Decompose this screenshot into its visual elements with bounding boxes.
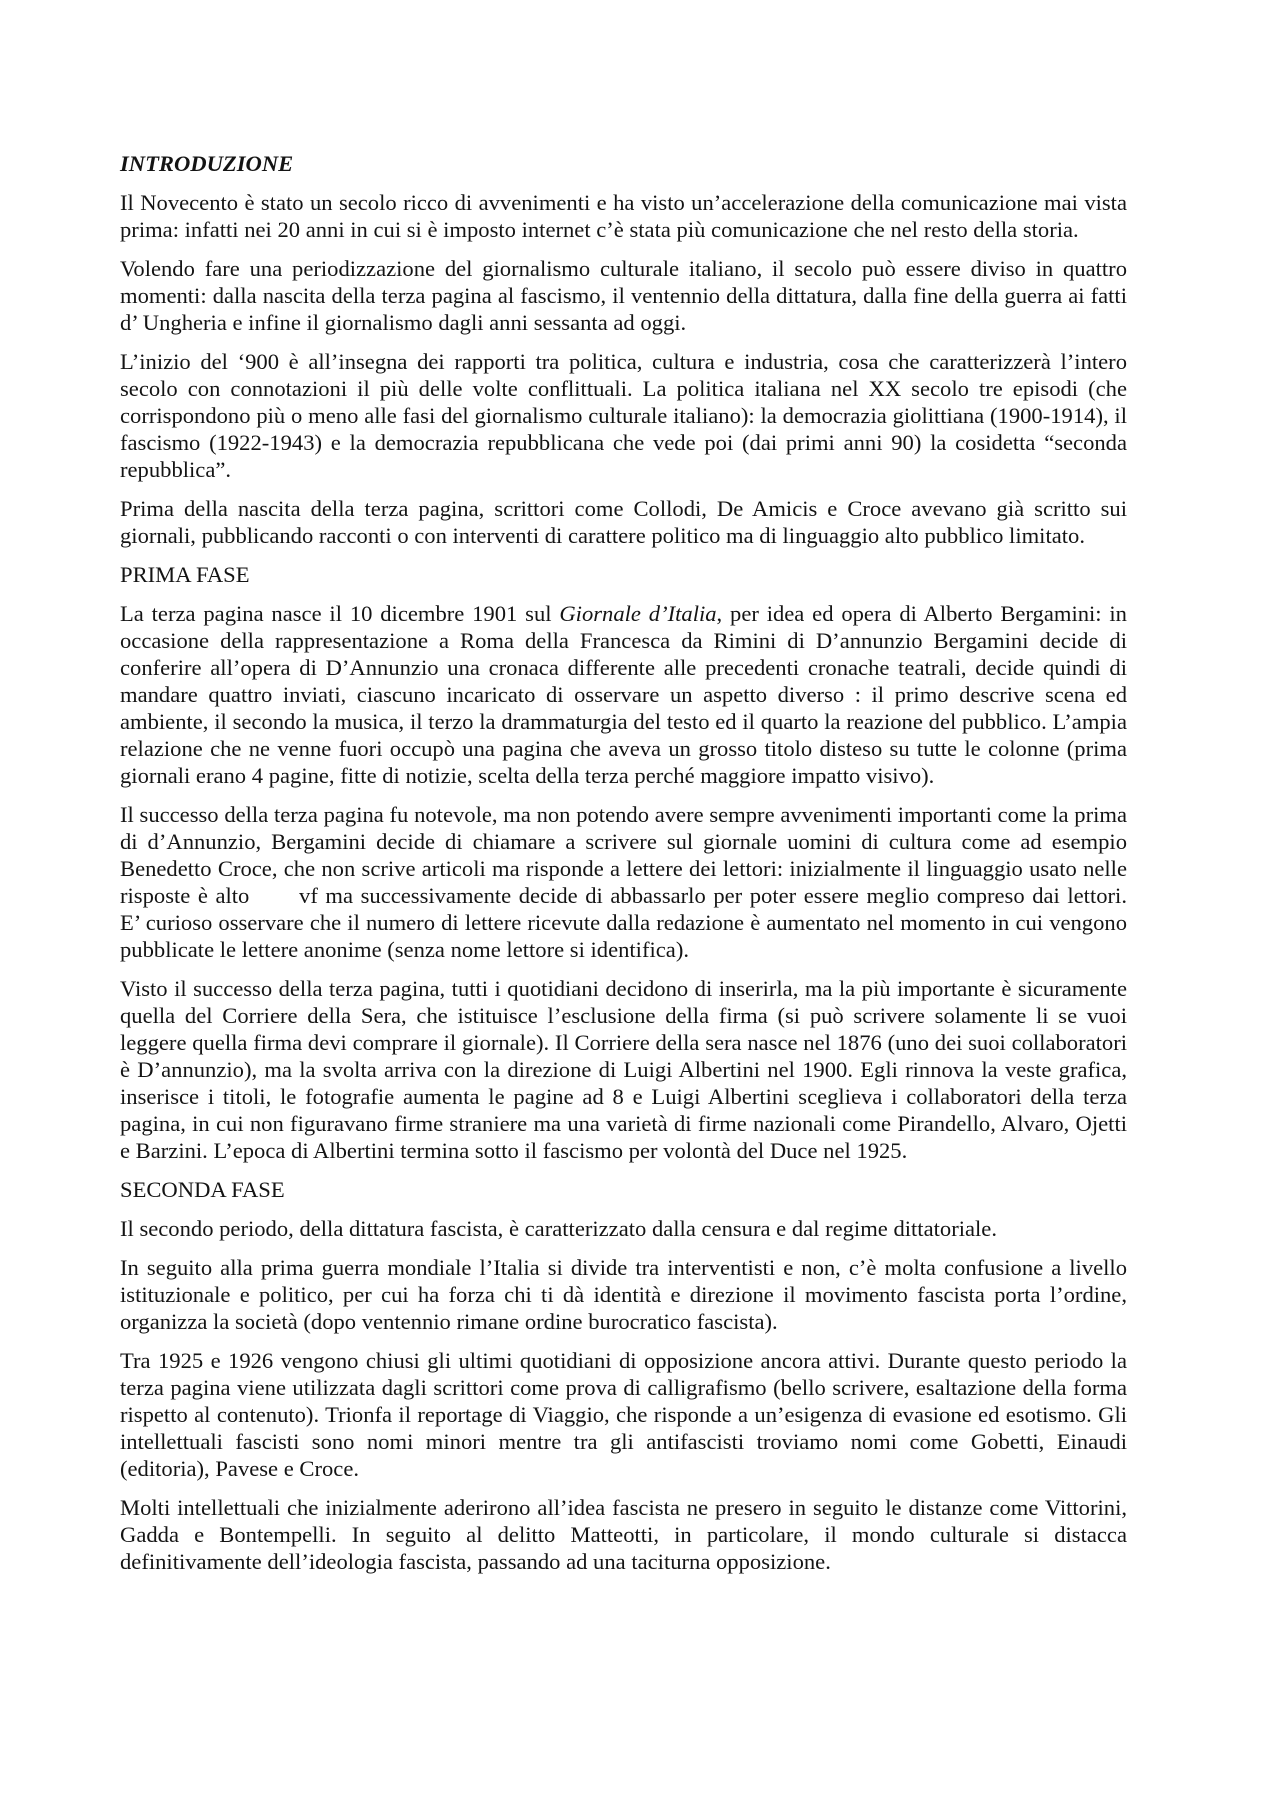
section-heading-prima-fase: PRIMA FASE (120, 562, 250, 587)
prima-fase-paragraph-3: Visto il successo della terza pagina, tutti i quotidiani decidono di inserirla, ma la più importante è sicuramente quella del Corriere della Sera, che istituisce l’esclusione della firma (si può scrivere solamente li se vuoi leggere quella firma devi comprare il giornale). Il Corriere della sera nasce nel 1876 (uno dei suoi collaboratori è D’annunzio), ma la svolta arriva con la direzione di Luigi Albertini nel 1900. Egli rinnova la veste grafica, inserisce i titoli, le fotografie aumenta le pagine ad 8 e Luigi Albertini sceglieva i collaboratori della terza pagina, in cui non figuravano firme straniere ma una varietà di firme nazionali come Pirandello, Alvaro, Ojetti e Barzini. L’epoca di Albertini termina sotto il fascismo per volontà del Duce nel 1925. (120, 976, 1127, 1163)
document-title: INTRODUZIONE (120, 151, 294, 176)
prima-fase-p2-text-before: Il successo della terza pagina fu notevole, ma non potendo avere sempre avvenimenti importanti come la prima di d’Annunzio, Bergamini decide di chiamare a scrivere sul giornale uomini di cultura come ad esempio Benedetto Croce, che non scrive articoli ma risponde a lettere dei lettori: inizialmente il linguaggio usato nelle risposte è alto (120, 802, 1127, 908)
intro-paragraph-4: Prima della nascita della terza pagina, scrittori come Collodi, De Amicis e Croce avevano già scritto sui giornali, pubblicando racconti o con interventi di carattere politico ma di linguaggio alto pubblico limitato. (120, 496, 1127, 548)
document-page (120, 150, 1127, 1587)
intro-paragraph-1: Il Novecento è stato un secolo ricco di avvenimenti e ha visto un’accelerazione della comunicazione mai vista prima: infatti nei 20 anni in cui si è imposto internet c’è stata più comunicazione che nel resto della storia. (120, 190, 1127, 242)
seconda-fase-paragraph-3: Tra 1925 e 1926 vengono chiusi gli ultimi quotidiani di opposizione ancora attivi. Durante questo periodo la terza pagina viene utilizzata dagli scrittori come prova di calligrafismo (bello scrivere, esaltazione della forma rispetto al contenuto). Trionfa il reportage di Viaggio, che risponde a un’esigenza di evasione ed esotismo. Gli intellettuali fascisti sono nomi minori mentre tra gli antifascisti troviamo nomi come Gobetti, Einaudi (editoria), Pavese e Croce. (120, 1348, 1127, 1481)
seconda-fase-paragraph-1: Il secondo periodo, della dittatura fascista, è caratterizzato dalla censura e dal regime dittatoriale. (120, 1216, 997, 1241)
prima-fase-paragraph-2 (120, 801, 1127, 963)
prima-fase-p1-text-after: , per idea ed opera di Alberto Bergamini: in occasione della rappresentazione a Roma della Francesca da Rimini di D’annunzio Bergamini decide di conferire all’opera di D’Annunzio una cronaca differente alle precedenti cronache teatrali, decide quindi di mandare quattro inviati, ciascuno incaricato di osservare un aspetto diverso : il primo descrive scena ed ambiente, il secondo la musica, il terzo la drammaturgia del testo ed il quarto la reazione del pubblico. L’ampia relazione che ne venne fuori occupò una pagina che aveva un grosso titolo disteso su tutte le colonne (prima giornali erano 4 pagine, fitte di notizie, scelta della terza perché maggiore impatto visivo). (120, 601, 1127, 788)
newspaper-name-giornale-italia: Giornale d’Italia (559, 601, 717, 626)
intro-paragraph-3: L’inizio del ‘900 è all’insegna dei rapporti tra politica, cultura e industria, cosa che caratterizzerà l’intero secolo con connotazioni il più delle volte conflittuali. La politica italiana nel XX secolo tre episodi (che corrispondono più o meno alle fasi del giornalismo culturale italiano): la democrazia giolittiana (1900-1914), il fascismo (1922-1943) e la democrazia repubblicana che vede poi (dai primi anni 90) la cosidetta “seconda repubblica”. (120, 349, 1127, 482)
prima-fase-p1-text-before: La terza pagina nasce il 10 dicembre 1901 sul (120, 601, 560, 626)
intro-paragraph-2: Volendo fare una periodizzazione del giornalismo culturale italiano, il secolo può essere diviso in quattro momenti: dalla nascita della terza pagina al fascismo, il ventennio della dittatura, dalla fine della guerra ai fatti d’ Ungheria e infine il giornalismo dagli anni sessanta ad oggi. (120, 256, 1127, 335)
seconda-fase-paragraph-2: In seguito alla prima guerra mondiale l’Italia si divide tra interventisti e non, c’è molta confusione a livello istituzionale e politico, per cui ha forza chi ti dà identità e direzione il movimento fascista porta l’ordine, organizza la società (dopo ventennio rimane ordine burocratico fascista). (120, 1255, 1127, 1334)
seconda-fase-paragraph-4: Molti intellettuali che inizialmente aderirono all’idea fascista ne presero in seguito le distanze come Vittorini, Gadda e Bontempelli. In seguito al delitto Matteotti, in particolare, il mondo culturale si distacca definitivamente dell’ideologia fascista, passando ad una taciturna opposizione. (120, 1495, 1127, 1574)
section-heading-seconda-fase: SECONDA FASE (120, 1177, 285, 1202)
prima-fase-paragraph-1 (120, 600, 1127, 789)
prima-fase-p2-text-after: vf ma successivamente decide di abbassarlo per poter essere meglio compreso dai lettori. E’ curioso osservare che il numero di lettere ricevute dalla redazione è aumentato nel momento in cui vengono pubblicate le lettere anonime (senza nome lettore si identifica). (120, 883, 1127, 962)
